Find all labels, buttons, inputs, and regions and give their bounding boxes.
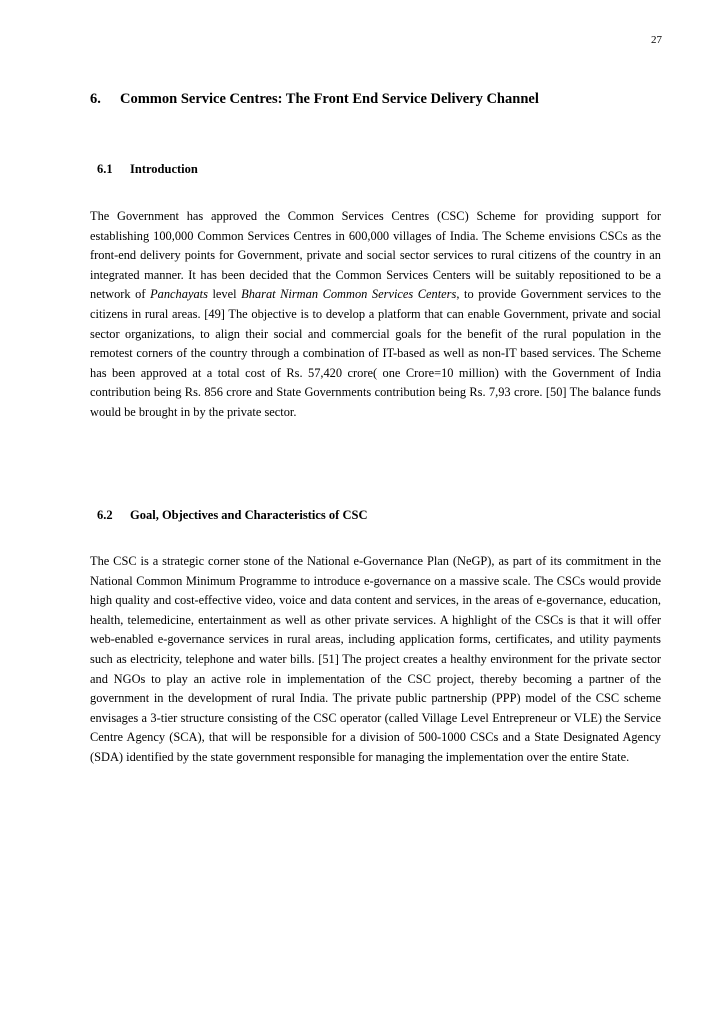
section-number: 6.1 (97, 162, 113, 176)
section-title: Goal, Objectives and Characteristics of CSC (130, 508, 368, 522)
goals-paragraph: The CSC is a strategic corner stone of the National e-Governance Plan (NeGP), as part of its commitment in the National Common Minimum Programme to introduce e-governance on a massive scale. The CSCs would provide high quality and cost-effective video, voice and data content and services, in the areas of e-governance, education, health, telemedicine, entertainment as well as other private services. A highlight of the CSCs is that it will offer web-enabled e-governance services in rural areas, including application forms, certificates, and utility payments such as electricity, telephone and water bills. [51] The project creates a healthy environment for the private sector and NGOs to play an active role in implementation of the CSC project, thereby becoming a partner of the government in the development of rural India. The private public partnership (PPP) model of the CSC scheme envisages a 3-tier structure consisting of the CSC operator (called Village Level Entrepreneur or VLE) the Service Centre Agency (SCA), that will be responsible for a division of 500-1000 CSCs and a State Designated Agency (SDA) identified by the state government responsible for managing the implementation over the entire State. (90, 554, 661, 764)
chapter-title-text: Common Service Centres: The Front End Service Delivery Channel (120, 91, 539, 107)
introduction-paragraph (90, 207, 661, 423)
section-heading-goals (97, 507, 367, 523)
paragraph-text: The Government has approved the Common Services Centres (CSC) Scheme for providing support for establishing 100,000 Common Services Centres in 600,000 villages of India. The Scheme envisions CSCs as the front-end delivery points for Government, private and social sector services to rural citizens of the country in an integrated manner. It has been decided that the Common Services Centers will be suitably repositioned to be a network of (90, 209, 661, 302)
paragraph-text: , to provide Government services to the citizens in rural areas. [49] The objective is to develop a platform that can enable Government, private and social sector organizations, to align their social and commercial goals for the benefit of the rural population in the remotest corners of the country through a combination of IT-based as well as non-IT based services. The Scheme has been approved at a total cost of Rs. 57,420 crore( one Crore=10 million) with the Government of India contribution being Rs. 856 crore and State Governments contribution being Rs. 7,93 crore. [50] The balance funds would be brought in by the private sector. (90, 287, 662, 419)
page-number: 27 (651, 34, 662, 46)
section-heading-introduction (97, 161, 198, 177)
paragraph-italic-text: Panchayats (150, 287, 208, 302)
chapter-title (90, 90, 650, 108)
paragraph-text: level (207, 287, 242, 302)
section-number: 6.2 (97, 508, 113, 522)
paragraph-italic-text: Bharat Nirman Common Services Centers (241, 287, 457, 302)
chapter-number: 6. (90, 91, 101, 107)
section-title: Introduction (130, 162, 198, 176)
